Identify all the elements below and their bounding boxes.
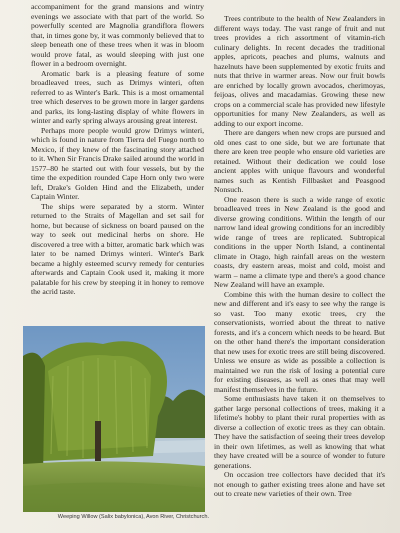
left-text-column xyxy=(31,2,204,297)
paragraph: One reason there is such a wide range of exotic broadleaved trees in New Zealand is the good and diverse growing conditions. Within the length of our narrow land ideal growing conditions for an incredibly wide range of trees are replicated. Subtropical conditions in the upper North Island, a continental climate in Otago, high rainfall areas on the western coasts, dry eastern areas, moist and cold, moist and warm – name a climate type and there's a good chance New Zealand will have an example. xyxy=(214,194,385,289)
paragraph: Some enthusiasts have taken it on themselves to gather large personal collections of trees, making it a lifetime's hobby to plant their rural properties with as diverse a collection of exotic trees as they can obtain. They have the satisfaction of seeing their trees develop in their own lifetimes, as well as knowing that what they have created will be a source of wonder to future generations. xyxy=(214,394,385,470)
paragraph: Trees contribute to the health of New Zealanders in different ways today. The vast range of fruit and nut trees provides a rich assortment of vitamin-rich culinary delights. In recent decades the traditional apples, apricots, peaches and plums, walnuts and hazelnuts have been supplemented by exotic fruits and nuts that thrive in warmer areas. Now our fruit bowls are enriched by locally grown avocados, cherimoyas, feijoas, olives and macadamias. Growing these new crops on a commercial scale has provided new lifestyle opportunities for many New Zealanders, as well as adding to our export income. xyxy=(214,14,385,128)
paragraph: accompaniment for the grand mansions and wintry evenings we associate with that part of the world. So powerfully scented are Magnolia grandiflora flowers that, in times gone by, it was commonly believed that to sleep beneath one of these trees when it was in bloom would prove fatal, as would sleeping with just one flower in a bedroom overnight. xyxy=(31,2,204,68)
paragraph: There are dangers when new crops are pursued and old ones cast to one side, but we are fortunate that there are keen tree people who ensure old varieties are retained. Without their dedication we could lose ancient apples with unique flavours and wonderful names such as Kentish Fillbasket and Peasgood Nonsuch. xyxy=(214,128,385,194)
paragraph: The ships were separated by a storm. Winter returned to the Straits of Magellan and set sail for home, but because of sickness on board paused on the way to seek out medicinal herbs on shore. He discovered a tree with a bitter, aromatic bark which was later to be named Drimys winteri. Winter's Bark became a highly esteemed scurvy remedy for centuries afterwards and Captain Cook used it, making it more palatable for his crew by steeping it in honey to remove the acrid taste. xyxy=(31,201,204,296)
paragraph: Aromatic bark is a pleasing feature of some broadleaved trees, such as Drimys winteri, often referred to as Winter's Bark. This is a most ornamental tree which deserves to be grown more in larger gardens and parks, its long-lasting display of white flowers in winter and early spring always arousing great interest. xyxy=(31,68,204,125)
paragraph: Combine this with the human desire to collect the new and different and it's easy to see why the range is so vast. Too many exotic trees, cry the conservationists, worried about the threat to native forests, and it's a concern which needs to be heard. But on the other hand there's the important consideration that new uses for exotic trees are still being discovered. Unless we ensure as wide as possible a collection is maintained we run the risk of losing a potential cure for existing diseases, as well as ones that may well manifest themselves in the future. xyxy=(214,289,385,394)
paragraph: Perhaps more people would grow Drimys winteri, which is found in nature from Tierra del Fuego north to Mexico, if they knew of the fascinating story attached to it. When Sir Francis Drake sailed around the world in 1577–80 he started out with four vessels, but by the time the expedition rounded Cape Horn only two were left, Drake's Golden Hind and the Elizabeth, under Captain Winter. xyxy=(31,125,204,201)
willow-tree-illustration xyxy=(23,326,205,512)
right-text-column xyxy=(214,14,385,499)
paragraph: On occasion tree collectors have decided that it's not enough to gather existing trees alone and have set out to create new varieties of their own. Tree xyxy=(214,470,385,498)
photo-caption: Weeping Willow (Salix babylonica), Avon River, Christchurch. xyxy=(57,514,209,520)
willow-photo xyxy=(23,326,205,512)
